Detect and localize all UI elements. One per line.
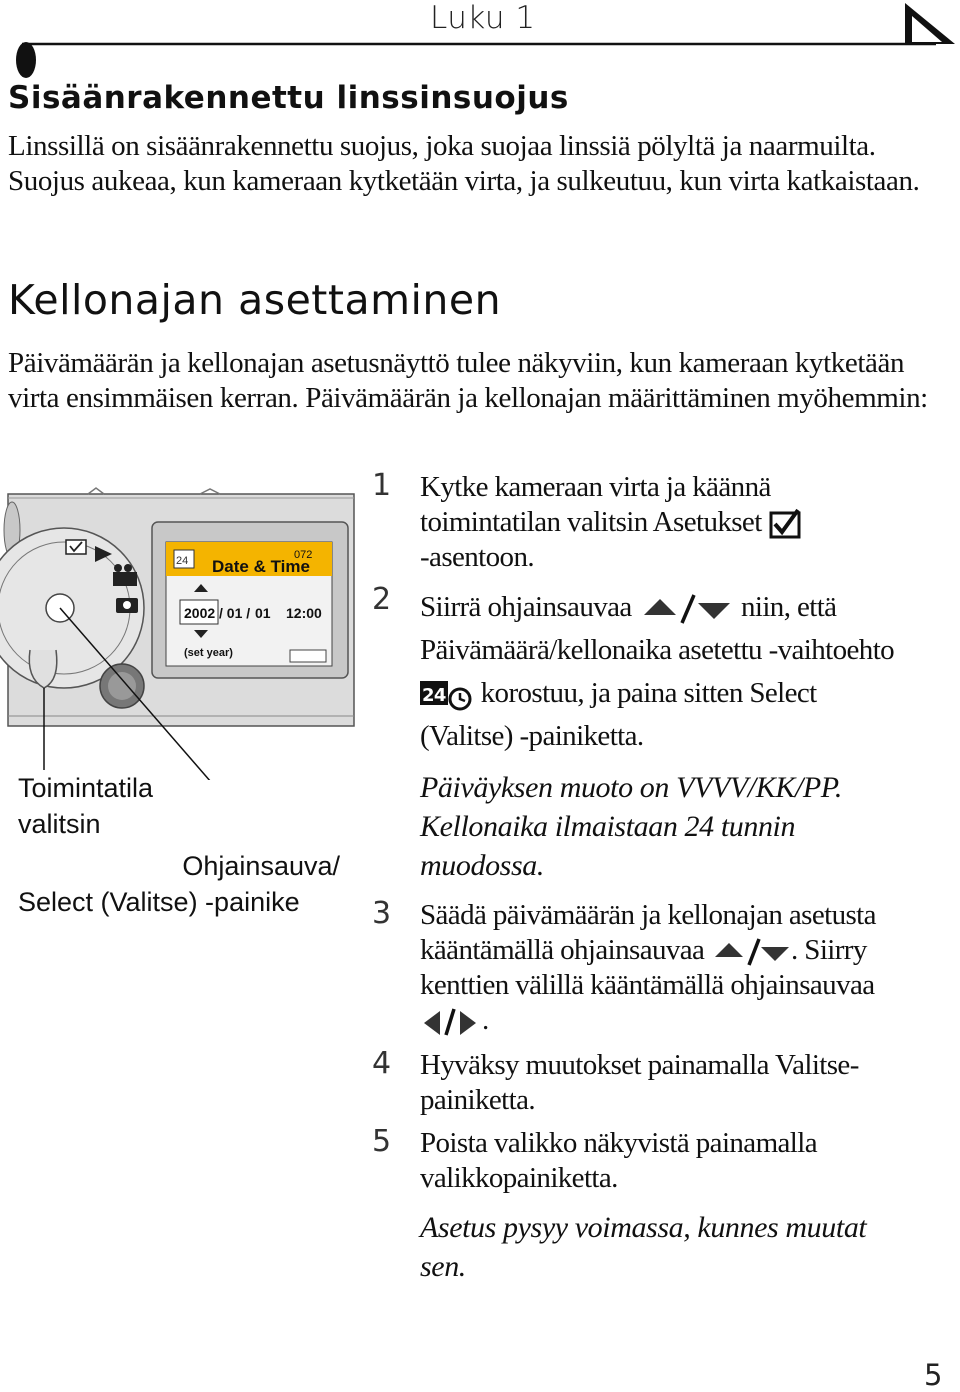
section-body-clock: Päivämäärän ja kellonajan asetusnäyttö tulee näkyviin, kun kameraan kytketään virta ensimmäisen kerran. Päivämäärän ja kellonajan määrittäminen myöhemmin: [8, 347, 928, 414]
step-number: 3 [372, 896, 392, 931]
section-body-lens-cover: Linssillä on sisäänrakennettu suojus, joka suojaa linssiä pölyltä ja naarmuilta. Suojus aukeaa, kun kameraan kytketään virta, ja sulkeutuu, kun virta katkaistaan. [8, 130, 920, 197]
camera-back-illustration [0, 480, 360, 780]
step-number: 1 [372, 468, 392, 503]
caption-mode-dial: Toimintatila valitsin [18, 773, 154, 839]
date-time-24-icon [420, 679, 474, 711]
step-text: Säädä päivämäärän ja kellonajan asetusta kääntämällä ohjainsauvaa . Siirry kenttien välillä kääntämällä ohjainsauvaa . [420, 899, 876, 1036]
joystick-up-down-icon [711, 937, 791, 967]
screen-time: 12:00 [286, 605, 322, 621]
step-text: Hyväksy muutokset painamalla Valitse- painiketta. [420, 1049, 859, 1116]
section-heading-clock: Kellonajan asettaminen [8, 276, 502, 324]
chapter-title: Luku 1 [430, 0, 536, 36]
step-text: Siirrä ohjainsauvaa niin, että Päivämäärä/kellonaika asetettu -vaihtoehto 24 korostuu, ja paina sitten Select (Valitse) -painiketta. [420, 591, 895, 752]
svg-text:24: 24 [422, 685, 446, 707]
screen-day: 01 [255, 605, 271, 621]
step-text: Poista valikko näkyvistä painamalla valikkopainiketta. [420, 1127, 817, 1194]
step-number: 4 [372, 1046, 392, 1081]
joystick-left-right-icon [420, 1007, 482, 1037]
screen-month: / 01 / [219, 605, 251, 621]
screen-year: 2002 [184, 605, 216, 621]
chapter-header [0, 0, 960, 80]
note-setting-persists: Asetus pysyy voimassa, kunnes muutat sen. [420, 1211, 867, 1283]
note-date-format: Päiväyksen muoto on VVVV/KK/PP. Kellonaika ilmaistaan 24 tunnin muodossa. [420, 771, 842, 882]
caption-joystick: Ohjainsauva/ Select (Valitse) -painike [18, 851, 340, 917]
screen-title: Date & Time [212, 557, 310, 576]
screen-hint: (set year) [184, 647, 233, 659]
section-heading-lens-cover: Sisäänrakennettu linssinsuojus [8, 80, 569, 116]
joystick-up-down-icon [638, 593, 734, 625]
setup-checkmark-icon [768, 508, 802, 540]
screen-counter: 072 [294, 549, 313, 561]
page-number: 5 [924, 1358, 943, 1392]
step-number: 5 [372, 1124, 392, 1159]
camera-figure [0, 480, 360, 940]
step-number: 2 [372, 582, 392, 617]
screen-badge: 24 [176, 555, 189, 567]
step-text: Kytke kameraan virta ja käännä toimintatilan valitsin Asetukset -asentoon. [420, 470, 952, 575]
